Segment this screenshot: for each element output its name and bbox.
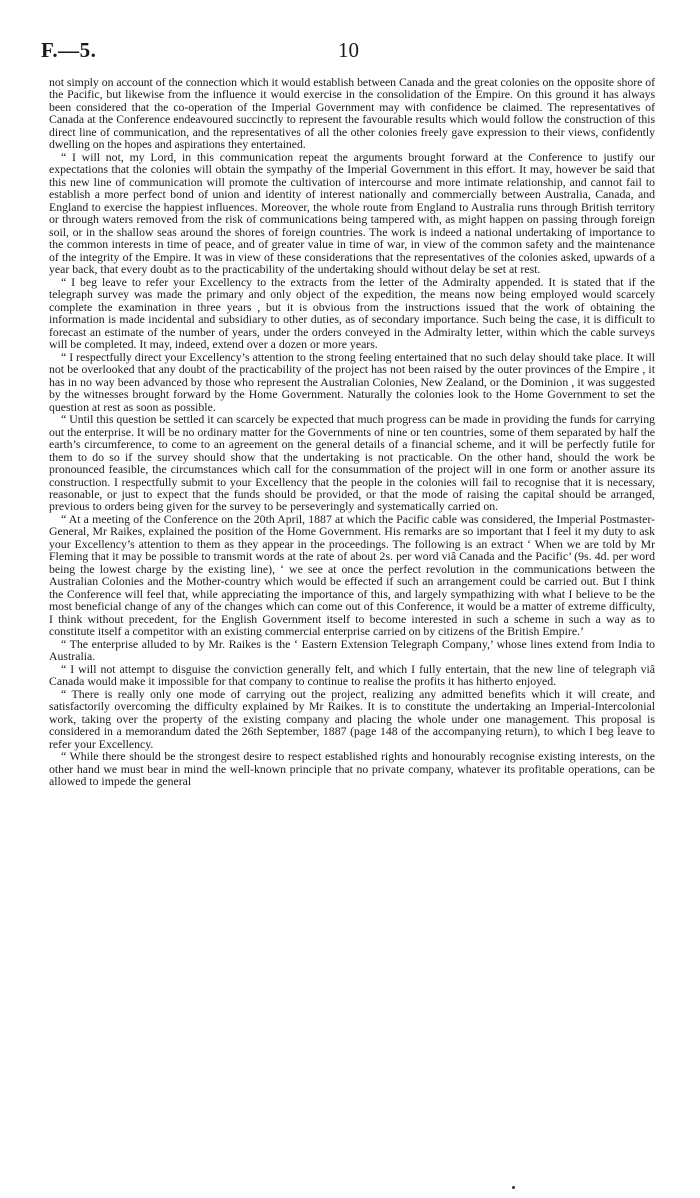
body-text bbox=[49, 76, 655, 788]
paragraph: “ I will not attempt to disguise the conviction generally felt, and which I fully entertain, that the new line of telegraph viâ Canada would make it impossible for that company to continue to realise the profits it has hitherto enjoyed. bbox=[49, 661, 655, 689]
paragraph: “ I will not, my Lord, in this communication repeat the arguments brought forward at the Conference to justify our expectations that the colonies will obtain the sympathy of the Imperial Government in this effort. It may, however be said that this new line of communication will promote the cultivation of intercourse and more intimate relationship, and cannot fail to establish a more perfect bond of union and identity of interest nationally and commercially between Australia, Canada, and England to exercise the happiest influences. Moreover, the whole route from England to Australia runs through British territory or through waters removed from the risk of communications being tampered with, as might happen on passing through foreign soil, or in the shallow seas around the shores of foreign countries. The work is indeed a national undertaking of importance to the common interests in time of peace, and of greater value in time of war, in view of the common safety and the maintenance of the integrity of the Empire. It was in view of these considerations that the representatives of the colonies asked, upwards of a year back, that every doubt as to the practicability of the undertaking should without delay be set at rest. bbox=[49, 149, 655, 277]
paragraph: “ At a meeting of the Conference on the 20th April, 1887 at which the Pacific cable was considered, the Imperial Postmaster-General, Mr Raikes, explained the position of the Home Government. His remarks are so important that I feel it my duty to ask your Excellency’s attention to them as they appear in the proceedings. The following is an extract ‘ When we are told by Mr Fleming that it may be possible to transmit words at the rate of about 2s. per word viâ Canada and the Pacific’ (9s. 4d. per word being the lowest charge by the existing line), ‘ we see at once the perfect revolution in the communications between the Australian Colonies and the Mother-country which would be effected if such an arrangement could be carried out. But I think the Conference will feel that, while appreciating the importance of this, and largely sympathizing with what I believe to be the most beneficial change of any of the changes which can come out of this Conference, it would be a matter of extreme difficulty, I think without precedent, for the English Government itself to become interested in such a scheme in such a way as to constitute itself a competitor with an existing commercial enterprise carried on by citizens of the British Empire.’ bbox=[49, 511, 655, 639]
paragraph: “ I respectfully direct your Excellency’s attention to the strong feeling entertained that no such delay should take place. It will not be overlooked that any doubt of the practicability of the project has not been raised by the outer provinces of the Empire , it has in no way been advanced by those who represent the Australian Colonies, New Zealand, or the Dominion , it was suggested by the witnesses brought forward by the Home Government. Naturally the colonies look to the Home Government to set the question at rest as soon as possible. bbox=[49, 349, 655, 414]
page-number: 10 bbox=[338, 38, 359, 62]
print-speck bbox=[512, 1186, 515, 1189]
paragraph: not simply on account of the connection which it would establish between Canada and the great colonies on the opposite shore of the Pacific, but likewise from the influence it would exercise in the consolidation of the Empire. On this ground it has always been considered that the co-operation of the Imperial Government may with confidence be claimed. The representatives of Canada at the Conference endeavoured succinctly to represent the favourable results which would follow the construction of this direct line of communication, and the representatives of all the other colonies freely gave expression to their views, confidently dwelling on the hopes and aspirations they entertained. bbox=[49, 75, 655, 152]
paragraph: “ I beg leave to refer your Excellency to the extracts from the letter of the Admiralty appended. It is stated that if the telegraph survey was made the primary and only object of the expedition, the means now being employed would scarcely complete the examination in three years , but it is obvious from the instructions issued that the work of obtaining the information is made incidental and subsidiary to other duties, as of secondary importance. Such being the case, it is difficult to forecast an estimate of the number of years, under the orders conveyed in the Admiralty letter, within which the cable surveys will be completed. It may, indeed, extend over a dozen or more years. bbox=[49, 274, 655, 352]
document-reference: F.—5. bbox=[41, 38, 97, 62]
paragraph: “ While there should be the strongest desire to respect established rights and honourably recognise existing interests, on the other hand we must bear in mind the well-known principle that no private company, whatever its profitable operations, can be allowed to impede the general bbox=[49, 749, 655, 789]
paragraph: “ The enterprise alluded to by Mr. Raikes is the ‘ Eastern Extension Telegraph Company,’ whose lines extend from India to Australia. bbox=[49, 636, 655, 664]
paragraph: “ There is really only one mode of carrying out the project, realizing any admitted benefits which it will create, and satisfactorily overcoming the difficulty explained by Mr Raikes. It is to constitute the undertaking an Imperial-Intercolonial work, taking over the property of the existing company and placing the whole under one management. This proposal is considered in a memorandum dated the 26th September, 1887 (page 148 of the accompanying return), to which I beg leave to refer your Excellency. bbox=[49, 686, 655, 751]
page-header bbox=[41, 38, 656, 66]
paragraph: “ Until this question be settled it can scarcely be expected that much progress can be made in providing the funds for carrying out the enterprise. It will be no ordinary matter for the Governments of nine or ten countries, some of them separated by half the earth’s circumference, to come to an agreement on the general details of a financial scheme, and it will be perfectly futile for them to do so if the survey should show that the undertaking is not practicable. On the other hand, should the work be pronounced feasible, the circumstances which call for the consummation of the project will in one form or another assure its construction. I respectfully submit to your Excellency that the people in the colonies will fail to recognise that it is necessary, reasonable, or just to expect that the funds should be provided, or that the mode of raising the capital should be arranged, previous to orders being given for the survey to be perseveringly and systematically carried on. bbox=[49, 412, 655, 514]
